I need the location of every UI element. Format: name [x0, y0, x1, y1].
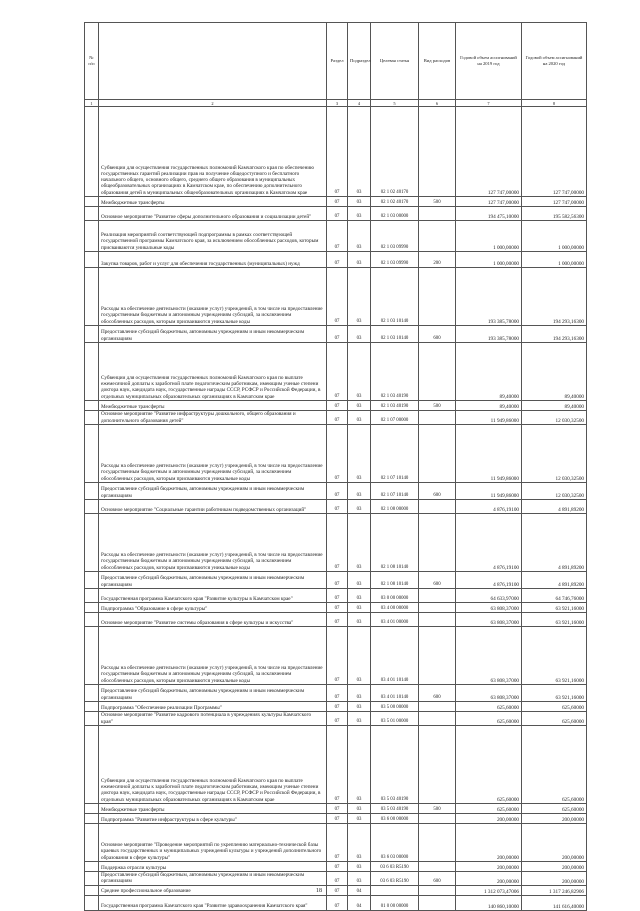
- row-num: [85, 814, 99, 824]
- row-amount-2020: 200,00000: [522, 824, 587, 862]
- header-razdel: Раздел: [327, 23, 348, 100]
- header-target-article: Целевая статья: [371, 23, 419, 100]
- row-amount-2020: 4 891,89200: [522, 500, 587, 514]
- row-expense-type: 500: [419, 197, 456, 207]
- row-razdel: 07: [327, 712, 348, 726]
- row-amount-2020: 200,00000: [522, 862, 587, 872]
- row-target-article: 02 1 02 40170: [371, 107, 419, 197]
- table-row: [85, 872, 587, 886]
- row-num: [85, 268, 99, 326]
- column-number-row: [85, 100, 587, 107]
- row-amount-2020: 12 030,32500: [522, 411, 587, 425]
- row-name: Основное мероприятие "Развитие системы образования в сфере культуры и искусства": [99, 613, 327, 627]
- table-row: [85, 514, 587, 572]
- col-number: 1: [85, 100, 99, 107]
- row-expense-type: [419, 268, 456, 326]
- row-podrazdel: 03: [348, 814, 371, 824]
- row-num: [85, 804, 99, 814]
- row-name: Расходы на обеспечение деятельности (оказание услуг) учреждений, в том числе на предоставление государственным бюджетным и автономным учреждениям субсидий, за исключением обособленных расходов, которым присваиваются уникальные коды: [99, 627, 327, 685]
- row-target-article: 02 1 03 10140: [371, 326, 419, 343]
- row-target-article: 02 1 08 00000: [371, 500, 419, 514]
- row-name: Межбюджетные трансферты: [99, 401, 327, 411]
- table-row: [85, 252, 587, 268]
- table-row: [85, 613, 587, 627]
- row-num: [85, 627, 99, 685]
- row-num: [85, 221, 99, 252]
- table-row: [85, 107, 587, 197]
- row-target-article: 01 0 00 00000: [371, 895, 419, 910]
- row-podrazdel: 03: [348, 804, 371, 814]
- row-razdel: 07: [327, 613, 348, 627]
- row-expense-type: 500: [419, 804, 456, 814]
- row-amount-2020: 127 747,00000: [522, 107, 587, 197]
- row-name: Предоставление субсидий бюджетным, автономным учреждениям и иным некоммерческим организациям: [99, 572, 327, 589]
- row-num: [85, 401, 99, 411]
- row-expense-type: 600: [419, 872, 456, 886]
- table-row: [85, 824, 587, 862]
- header-num: № п/п: [85, 23, 99, 100]
- row-razdel: 07: [327, 207, 348, 221]
- row-target-article: 03 6 00 00000: [371, 814, 419, 824]
- row-name: Подпрограмма "Образование в сфере культуры": [99, 603, 327, 613]
- row-razdel: 07: [327, 221, 348, 252]
- row-amount-2019: 625,60000: [456, 702, 522, 712]
- col-number: 5: [371, 100, 419, 107]
- row-amount-2020: 1 000,00000: [522, 252, 587, 268]
- row-target-article: 02 1 03 00000: [371, 207, 419, 221]
- col-number: 7: [456, 100, 522, 107]
- row-name: Среднее профессиональное образование: [99, 885, 327, 895]
- row-name: Межбюджетные трансферты: [99, 804, 327, 814]
- row-amount-2019: 127 747,00000: [456, 107, 522, 197]
- row-razdel: 07: [327, 268, 348, 326]
- row-amount-2019: 11 949,86000: [456, 411, 522, 425]
- row-razdel: 07: [327, 401, 348, 411]
- row-amount-2019: 200,00000: [456, 872, 522, 886]
- table-row: [85, 685, 587, 702]
- row-name: Предоставление субсидий бюджетным, автономным учреждениям и иным некоммерческим организациям: [99, 872, 327, 886]
- table-row: [85, 572, 587, 589]
- row-podrazdel: 04: [348, 885, 371, 895]
- row-amount-2020: 12 030,32500: [522, 483, 587, 500]
- table-row: [85, 221, 587, 252]
- row-expense-type: [419, 824, 456, 862]
- row-podrazdel: 03: [348, 343, 371, 401]
- row-podrazdel: 03: [348, 702, 371, 712]
- row-amount-2020: 625,60000: [522, 804, 587, 814]
- row-razdel: 07: [327, 326, 348, 343]
- col-number: 2: [99, 100, 327, 107]
- row-razdel: 07: [327, 685, 348, 702]
- row-expense-type: [419, 613, 456, 627]
- row-amount-2019: 194 475,10000: [456, 207, 522, 221]
- row-num: [85, 207, 99, 221]
- row-expense-type: [419, 107, 456, 197]
- row-podrazdel: 03: [348, 603, 371, 613]
- row-podrazdel: 03: [348, 252, 371, 268]
- row-expense-type: [419, 627, 456, 685]
- row-target-article: 03 5 03 40190: [371, 804, 419, 814]
- row-amount-2020: 4 891,89200: [522, 514, 587, 572]
- header-name: [99, 23, 327, 100]
- row-amount-2019: 63 808,37000: [456, 627, 522, 685]
- row-name: Подпрограмма "Обеспечение реализации Программы": [99, 702, 327, 712]
- row-num: [85, 514, 99, 572]
- row-amount-2020: 194 293,16300: [522, 326, 587, 343]
- table-row: [85, 804, 587, 814]
- row-razdel: 07: [327, 343, 348, 401]
- row-amount-2020: 63 921,16000: [522, 613, 587, 627]
- row-amount-2020: 141 616,40000: [522, 895, 587, 910]
- table-row: [85, 589, 587, 603]
- row-amount-2019: 11 949,86000: [456, 425, 522, 483]
- row-razdel: 07: [327, 862, 348, 872]
- row-razdel: 07: [327, 804, 348, 814]
- row-name: Государственная программа Камчатского края "Развитие здравоохранения Камчатского края": [99, 895, 327, 910]
- row-expense-type: [419, 425, 456, 483]
- row-name: Основное мероприятие "Развитие инфраструктуры дошкольного, общего образования и дополнительного образования детей": [99, 411, 327, 425]
- row-num: [85, 425, 99, 483]
- row-name: Предоставление субсидий бюджетным, автономным учреждениям и иным некоммерческим организациям: [99, 685, 327, 702]
- row-amount-2020: 64 746,76000: [522, 589, 587, 603]
- row-podrazdel: 03: [348, 572, 371, 589]
- row-num: [85, 589, 99, 603]
- row-name: Основное мероприятие "Социальные гарантии работникам подведомственных организаций": [99, 500, 327, 514]
- row-expense-type: [419, 514, 456, 572]
- row-razdel: 07: [327, 627, 348, 685]
- row-podrazdel: 03: [348, 401, 371, 411]
- row-name: Предоставление субсидий бюджетным, автономным учреждениям и иным некоммерческим организациям: [99, 326, 327, 343]
- row-amount-2019: 89,40000: [456, 343, 522, 401]
- row-razdel: 07: [327, 885, 348, 895]
- table-row: [85, 401, 587, 411]
- col-number: 3: [327, 100, 348, 107]
- row-amount-2020: 195 582,56300: [522, 207, 587, 221]
- row-amount-2020: 1 000,00000: [522, 221, 587, 252]
- row-podrazdel: 03: [348, 862, 371, 872]
- row-num: [85, 572, 99, 589]
- row-num: [85, 197, 99, 207]
- table-row: [85, 702, 587, 712]
- row-razdel: 07: [327, 500, 348, 514]
- row-podrazdel: 03: [348, 207, 371, 221]
- row-target-article: 03 6 03 R5190: [371, 872, 419, 886]
- header-row: [85, 23, 587, 100]
- row-razdel: 07: [327, 483, 348, 500]
- row-target-article: 03 6 03 00000: [371, 824, 419, 862]
- row-podrazdel: 03: [348, 685, 371, 702]
- row-num: [85, 862, 99, 872]
- row-target-article: 02 1 07 00000: [371, 411, 419, 425]
- row-target-article: 02 1 07 10140: [371, 425, 419, 483]
- table-row: [85, 862, 587, 872]
- row-target-article: 02 1 07 10140: [371, 483, 419, 500]
- row-name: Основное мероприятие "Развитие кадрового потенциала в учреждениях культуры Камчатского края": [99, 712, 327, 726]
- row-expense-type: [419, 862, 456, 872]
- row-num: [85, 107, 99, 197]
- row-amount-2020: 89,40000: [522, 401, 587, 411]
- table-row: [85, 885, 587, 895]
- row-num: [85, 326, 99, 343]
- row-expense-type: 600: [419, 483, 456, 500]
- row-num: [85, 702, 99, 712]
- row-podrazdel: 03: [348, 712, 371, 726]
- row-amount-2019: 63 808,37000: [456, 613, 522, 627]
- row-podrazdel: 03: [348, 726, 371, 804]
- row-expense-type: [419, 221, 456, 252]
- row-expense-type: 200: [419, 252, 456, 268]
- row-name: Подпрограмма "Развитие инфраструктуры в сфере культуры": [99, 814, 327, 824]
- row-name: Основное мероприятие "Развитие сферы дополнительного образования и социализации детей": [99, 207, 327, 221]
- table-row: [85, 343, 587, 401]
- table-row: [85, 268, 587, 326]
- row-razdel: 07: [327, 107, 348, 197]
- row-expense-type: [419, 885, 456, 895]
- row-razdel: 07: [327, 514, 348, 572]
- row-razdel: 07: [327, 572, 348, 589]
- row-razdel: 07: [327, 824, 348, 862]
- header-podrazdel: Подраздел: [348, 23, 371, 100]
- row-expense-type: [419, 603, 456, 613]
- row-expense-type: 500: [419, 401, 456, 411]
- row-name: Межбюджетные трансферты: [99, 197, 327, 207]
- row-podrazdel: 03: [348, 411, 371, 425]
- row-num: [85, 872, 99, 886]
- row-podrazdel: 03: [348, 589, 371, 603]
- budget-table: [84, 22, 587, 911]
- row-expense-type: [419, 343, 456, 401]
- row-name: Закупка товаров, работ и услуг для обеспечения государственных (муниципальных) нужд: [99, 252, 327, 268]
- row-target-article: 02 1 08 10140: [371, 572, 419, 589]
- row-amount-2019: 127 747,00000: [456, 197, 522, 207]
- row-podrazdel: 03: [348, 872, 371, 886]
- row-amount-2019: 193 385,78000: [456, 326, 522, 343]
- row-name: Реализация мероприятий соответствующей подпрограммы в рамках соответствующей государственной программы Камчатского края, за исключением обособленных расходов, которым присваиваются уникальные коды: [99, 221, 327, 252]
- table-row: [85, 500, 587, 514]
- row-podrazdel: 03: [348, 268, 371, 326]
- row-target-article: 03 5 03 40190: [371, 726, 419, 804]
- row-target-article: 03 0 00 00000: [371, 589, 419, 603]
- row-podrazdel: 03: [348, 500, 371, 514]
- row-podrazdel: 03: [348, 197, 371, 207]
- row-podrazdel: 04: [348, 895, 371, 910]
- row-expense-type: [419, 814, 456, 824]
- row-target-article: 02 1 03 40190: [371, 401, 419, 411]
- row-name: Поддержка отрасли культуры: [99, 862, 327, 872]
- row-target-article: 03 4 01 10140: [371, 685, 419, 702]
- row-num: [85, 500, 99, 514]
- table-row: [85, 425, 587, 483]
- col-number: 8: [522, 100, 587, 107]
- row-amount-2019: 4 876,19100: [456, 500, 522, 514]
- row-target-article: 02 1 03 10140: [371, 268, 419, 326]
- row-amount-2020: 1 317 246,82906: [522, 885, 587, 895]
- row-amount-2019: 193 385,78000: [456, 268, 522, 326]
- row-amount-2020: 127 747,00000: [522, 197, 587, 207]
- table-row: [85, 712, 587, 726]
- row-num: [85, 726, 99, 804]
- page-number: 18: [316, 888, 322, 894]
- row-razdel: 07: [327, 726, 348, 804]
- row-razdel: 07: [327, 895, 348, 910]
- row-amount-2019: 11 949,86000: [456, 483, 522, 500]
- row-amount-2019: 4 876,19100: [456, 572, 522, 589]
- row-amount-2019: 1 000,00000: [456, 252, 522, 268]
- row-expense-type: [419, 712, 456, 726]
- row-amount-2020: 12 030,32500: [522, 425, 587, 483]
- row-amount-2020: 625,60000: [522, 702, 587, 712]
- row-expense-type: 600: [419, 572, 456, 589]
- row-amount-2020: 63 921,16000: [522, 685, 587, 702]
- row-expense-type: [419, 702, 456, 712]
- row-expense-type: [419, 895, 456, 910]
- col-number: 6: [419, 100, 456, 107]
- row-target-article: 03 5 00 00000: [371, 702, 419, 712]
- row-expense-type: [419, 207, 456, 221]
- row-amount-2019: 140 860,10000: [456, 895, 522, 910]
- row-amount-2019: 63 808,37000: [456, 603, 522, 613]
- row-razdel: 07: [327, 252, 348, 268]
- row-target-article: 03 4 01 10140: [371, 627, 419, 685]
- row-razdel: 07: [327, 872, 348, 886]
- row-amount-2019: 200,00000: [456, 824, 522, 862]
- row-num: [85, 483, 99, 500]
- row-expense-type: 600: [419, 326, 456, 343]
- row-expense-type: 600: [419, 685, 456, 702]
- table-row: [85, 207, 587, 221]
- row-amount-2020: 63 921,16000: [522, 627, 587, 685]
- table-row: [85, 814, 587, 824]
- row-amount-2019: 63 808,37000: [456, 685, 522, 702]
- row-amount-2019: 625,60000: [456, 712, 522, 726]
- row-num: [85, 252, 99, 268]
- row-podrazdel: 03: [348, 483, 371, 500]
- row-expense-type: [419, 500, 456, 514]
- col-number: 4: [348, 100, 371, 107]
- row-target-article: 03 4 01 00000: [371, 613, 419, 627]
- row-num: [85, 613, 99, 627]
- header-expense-type: Вид расходов: [419, 23, 456, 100]
- row-name: Расходы на обеспечение деятельности (оказание услуг) учреждений, в том числе на предоставление государственным бюджетным и автономным учреждениям субсидий, за исключением обособленных расходов, которым присваиваются уникальные коды: [99, 514, 327, 572]
- table-row: [85, 627, 587, 685]
- row-amount-2020: 194 293,16300: [522, 268, 587, 326]
- row-amount-2020: 89,40000: [522, 343, 587, 401]
- row-razdel: 07: [327, 589, 348, 603]
- row-expense-type: [419, 726, 456, 804]
- row-podrazdel: 03: [348, 326, 371, 343]
- row-num: [85, 685, 99, 702]
- row-target-article: 03 4 00 00000: [371, 603, 419, 613]
- table-row: [85, 603, 587, 613]
- row-name: Расходы на обеспечение деятельности (оказание услуг) учреждений, в том числе на предоставление государственным бюджетным и автономным учреждениям субсидий, за исключением обособленных расходов, которым присваиваются уникальные коды: [99, 425, 327, 483]
- row-name: Основное мероприятие "Проведение мероприятий по укреплению материально-технической базы краевых государственных и муниципальных учреждений культуры и учреждений дополнительного образования в сфере культуры": [99, 824, 327, 862]
- row-amount-2019: 4 876,19100: [456, 514, 522, 572]
- row-amount-2019: 64 633,97000: [456, 589, 522, 603]
- table-row: [85, 895, 587, 910]
- row-target-article: 02 1 03 40190: [371, 343, 419, 401]
- row-name: Субвенции для осуществления государственных полномочий Камчатского края по обеспечению государственных гарантий реализации прав на получение общедоступного и бесплатного начального общего, основного общего, среднего общего образования в муниципальных общеобразовательных организациях в Камчатском крае, по обеспечению дополнительного образования детей в муниципальных общеобразовательных организациях в Камчатском крае: [99, 107, 327, 197]
- row-amount-2020: 63 921,16000: [522, 603, 587, 613]
- table-row: [85, 197, 587, 207]
- row-razdel: 07: [327, 411, 348, 425]
- row-name: Субвенции для осуществления государственных полномочий Камчатского края по выплате ежемесячной доплаты к заработной плате педагогическим работникам, имеющим ученые степени доктора наук, кандидата наук, государственные награды СССР, РСФСР и Российской Федерации, в отдельных муниципальных образовательных организациях в Камчатском крае: [99, 726, 327, 804]
- row-num: [85, 411, 99, 425]
- row-num: [85, 712, 99, 726]
- row-name: Государственная программа Камчатского края "Развитие культуры в Камчатском крае": [99, 589, 327, 603]
- row-amount-2019: 1 312 073,47006: [456, 885, 522, 895]
- row-razdel: 07: [327, 702, 348, 712]
- row-amount-2019: 200,00000: [456, 862, 522, 872]
- row-razdel: 07: [327, 197, 348, 207]
- table-row: [85, 326, 587, 343]
- row-podrazdel: 03: [348, 613, 371, 627]
- row-target-article: 02 1 08 10140: [371, 514, 419, 572]
- table-row: [85, 411, 587, 425]
- row-podrazdel: 03: [348, 221, 371, 252]
- row-amount-2019: 625,60000: [456, 804, 522, 814]
- row-target-article: [371, 885, 419, 895]
- row-amount-2020: 625,60000: [522, 712, 587, 726]
- row-podrazdel: 03: [348, 824, 371, 862]
- row-amount-2019: 200,00000: [456, 814, 522, 824]
- row-target-article: 02 1 03 09990: [371, 221, 419, 252]
- row-target-article: 02 1 02 40170: [371, 197, 419, 207]
- row-amount-2020: 200,00000: [522, 872, 587, 886]
- row-name: Расходы на обеспечение деятельности (оказание услуг) учреждений, в том числе на предоставление государственным бюджетным и автономным учреждениям субсидий, за исключением обособленных расходов, которым присваиваются уникальные коды: [99, 268, 327, 326]
- row-target-article: 03 6 03 R5190: [371, 862, 419, 872]
- row-amount-2019: 1 000,00000: [456, 221, 522, 252]
- row-razdel: 07: [327, 814, 348, 824]
- row-num: [85, 343, 99, 401]
- row-num: [85, 885, 99, 895]
- table-row: [85, 483, 587, 500]
- header-year-2019: Годовой объем ассигнований на 2019 год: [456, 23, 522, 100]
- row-name: Субвенции для осуществления государственных полномочий Камчатского края по выплате ежемесячной доплаты к заработной плате педагогическим работникам, имеющим ученые степени доктора наук, кандидата наук, государственные награды СССР, РСФСР и Российской Федерации, в отдельных муниципальных образовательных организациях в Камчатском крае: [99, 343, 327, 401]
- row-podrazdel: 03: [348, 425, 371, 483]
- row-amount-2019: 89,40000: [456, 401, 522, 411]
- row-num: [85, 603, 99, 613]
- row-num: [85, 895, 99, 910]
- row-expense-type: [419, 411, 456, 425]
- row-amount-2020: 200,00000: [522, 814, 587, 824]
- row-amount-2020: 4 891,89200: [522, 572, 587, 589]
- row-target-article: 03 5 01 00000: [371, 712, 419, 726]
- row-razdel: 07: [327, 425, 348, 483]
- row-podrazdel: 03: [348, 514, 371, 572]
- table-row: [85, 726, 587, 804]
- row-amount-2020: 625,60000: [522, 726, 587, 804]
- row-razdel: 07: [327, 603, 348, 613]
- row-name: Предоставление субсидий бюджетным, автономным учреждениям и иным некоммерческим организациям: [99, 483, 327, 500]
- row-num: [85, 824, 99, 862]
- row-target-article: 02 1 03 09990: [371, 252, 419, 268]
- row-expense-type: [419, 589, 456, 603]
- row-podrazdel: 03: [348, 627, 371, 685]
- row-amount-2019: 625,60000: [456, 726, 522, 804]
- header-year-2020: Годовой объем ассигнований на 2020 год: [522, 23, 587, 100]
- row-podrazdel: 03: [348, 107, 371, 197]
